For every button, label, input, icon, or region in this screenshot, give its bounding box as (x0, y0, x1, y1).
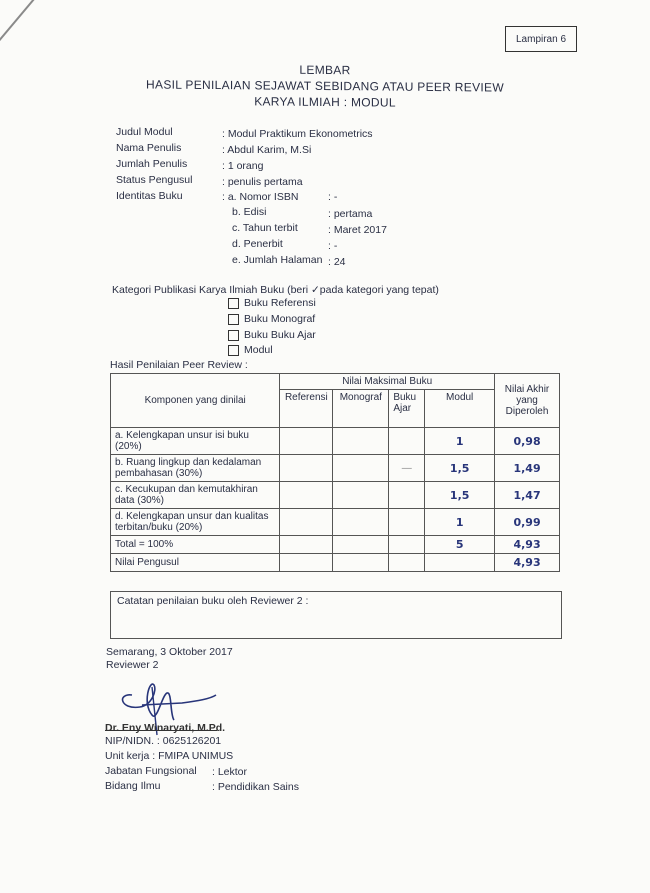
cell-final: 1,47 (495, 482, 560, 509)
cell-textbook (389, 536, 425, 554)
identity-label-year: c. Tahun terbit (232, 222, 298, 234)
meta-label-identity: Identitas Buku (116, 190, 183, 202)
identity-label-edition: b. Edisi (232, 206, 267, 218)
reviewer-jabatan-value: : Lektor (212, 766, 248, 778)
reviewer-nip: NIP/NIDN. : 0625126201 (105, 735, 222, 747)
cell-reference (280, 428, 333, 455)
checkbox-icon[interactable] (228, 314, 239, 325)
cell-monograph (333, 554, 389, 572)
reviewer-notes-box[interactable] (110, 591, 562, 639)
header-col-module: Modul (425, 390, 495, 428)
header-component: Komponen yang dinilai (111, 374, 280, 428)
doc-title-line2: HASIL PENILAIAN SEJAWAT SEBIDANG ATAU PEER REVIEW (146, 77, 504, 95)
table-row (111, 428, 560, 455)
cell-module: 1 (425, 428, 495, 455)
cell-monograph (333, 509, 389, 536)
category-intro: Kategori Publikasi Karya Ilmiah Buku (beri ✓pada kategori yang tepat) (112, 284, 439, 296)
attachment-badge: Lampiran 6 (505, 26, 577, 52)
cell-final: 4,93 (495, 554, 560, 572)
table-row-proposer (111, 554, 560, 572)
doc-title-line3: KARYA ILMIAH : MODUL (254, 94, 396, 110)
cell-textbook (389, 509, 425, 536)
table-row (111, 509, 560, 536)
header-col-reference: Referensi (280, 390, 333, 428)
header-col-textbook: Buku Ajar (389, 390, 425, 428)
signature-underline (105, 730, 217, 731)
cell-reference (280, 455, 333, 482)
meta-value-author: : Abdul Karim, M.Si (222, 144, 312, 156)
reviewer-bidang-label: Bidang Ilmu (105, 780, 161, 792)
doc-title-line1: LEMBAR (299, 62, 351, 78)
cell-module: 1,5 (425, 482, 495, 509)
header-col-monograph: Monograf (333, 390, 389, 428)
reviewer-unit: Unit kerja : FMIPA UNIMUS (105, 750, 234, 762)
table-row (111, 482, 560, 509)
cell-textbook (389, 554, 425, 572)
cell-monograph (333, 536, 389, 554)
row-label: c. Kecukupan dan kemutakhiran data (30%) (111, 482, 280, 509)
cell-final: 1,49 (495, 455, 560, 482)
cell-textbook (389, 482, 425, 509)
table-header-row (111, 374, 560, 390)
sign-place-date: Semarang, 3 Oktober 2017 (106, 646, 233, 658)
sign-reviewer-label: Reviewer 2 (106, 659, 159, 671)
category-option-module[interactable]: Modul (228, 344, 273, 356)
cell-final: 0,99 (495, 509, 560, 536)
isbn-value: : - (328, 191, 338, 203)
meta-label-author: Nama Penulis (116, 142, 182, 154)
cell-module: 5 (425, 536, 495, 554)
category-option-monograph[interactable]: Buku Monograf (228, 313, 315, 325)
checkbox-icon[interactable] (228, 330, 239, 341)
category-option-reference[interactable]: Buku Referensi (228, 297, 316, 309)
meta-value-title: : Modul Praktikum Ekonometrics (222, 128, 373, 140)
header-max-score: Nilai Maksimal Buku (280, 374, 495, 390)
identity-value-publisher: : - (328, 240, 338, 252)
identity-value-pages: : 24 (328, 256, 346, 268)
cell-reference (280, 482, 333, 509)
row-label: Total = 100% (111, 536, 280, 554)
table-row (111, 455, 560, 482)
identity-label-publisher: d. Penerbit (232, 238, 283, 250)
cell-final: 4,93 (495, 536, 560, 554)
cell-module: 1 (425, 509, 495, 536)
meta-value-author-count: : 1 orang (222, 160, 264, 172)
reviewer-name: Dr. Eny Winaryati, M.Pd. (105, 722, 226, 734)
meta-label-author-count: Jumlah Penulis (116, 158, 188, 170)
cell-final: 0,98 (495, 428, 560, 455)
table-row-total (111, 536, 560, 554)
cell-reference (280, 536, 333, 554)
category-option-textbook[interactable]: Buku Buku Ajar (228, 329, 316, 341)
cell-reference (280, 554, 333, 572)
header-final-score: Nilai Akhir yang Diperoleh (495, 374, 560, 428)
reviewer-jabatan-label: Jabatan Fungsional (105, 765, 197, 777)
checkbox-icon[interactable] (228, 345, 239, 356)
results-title: Hasil Penilaian Peer Review : (110, 359, 248, 371)
cell-module: 1,5 (425, 455, 495, 482)
reviewer-notes-label: Catatan penilaian buku oleh Reviewer 2 : (117, 595, 309, 607)
meta-value-isbn-label: : a. Nomor ISBN (222, 191, 299, 203)
row-label: Nilai Pengusul (111, 554, 280, 572)
cell-monograph (333, 428, 389, 455)
row-label: d. Kelengkapan unsur dan kualitas terbitan/buku (20%) (111, 509, 280, 536)
cell-monograph (333, 482, 389, 509)
meta-label-title: Judul Modul (116, 126, 173, 138)
cell-module (425, 554, 495, 572)
reviewer-bidang-value: : Pendidikan Sains (212, 781, 299, 793)
cell-reference (280, 509, 333, 536)
cell-textbook: — (389, 455, 425, 482)
row-label: a. Kelengkapan unsur isi buku (20%) (111, 428, 280, 455)
row-label: b. Ruang lingkup dan kedalaman pembahasan (30%) (111, 455, 280, 482)
checkbox-icon[interactable] (228, 298, 239, 309)
scan-edge-mark (0, 0, 44, 58)
cell-textbook (389, 428, 425, 455)
cell-monograph (333, 455, 389, 482)
peer-review-table (110, 373, 560, 572)
identity-value-year: : Maret 2017 (328, 224, 387, 236)
identity-label-pages: e. Jumlah Halaman (232, 254, 323, 266)
meta-value-status: : penulis pertama (222, 176, 303, 188)
identity-value-edition: : pertama (328, 208, 373, 220)
meta-label-status: Status Pengusul (116, 174, 193, 186)
